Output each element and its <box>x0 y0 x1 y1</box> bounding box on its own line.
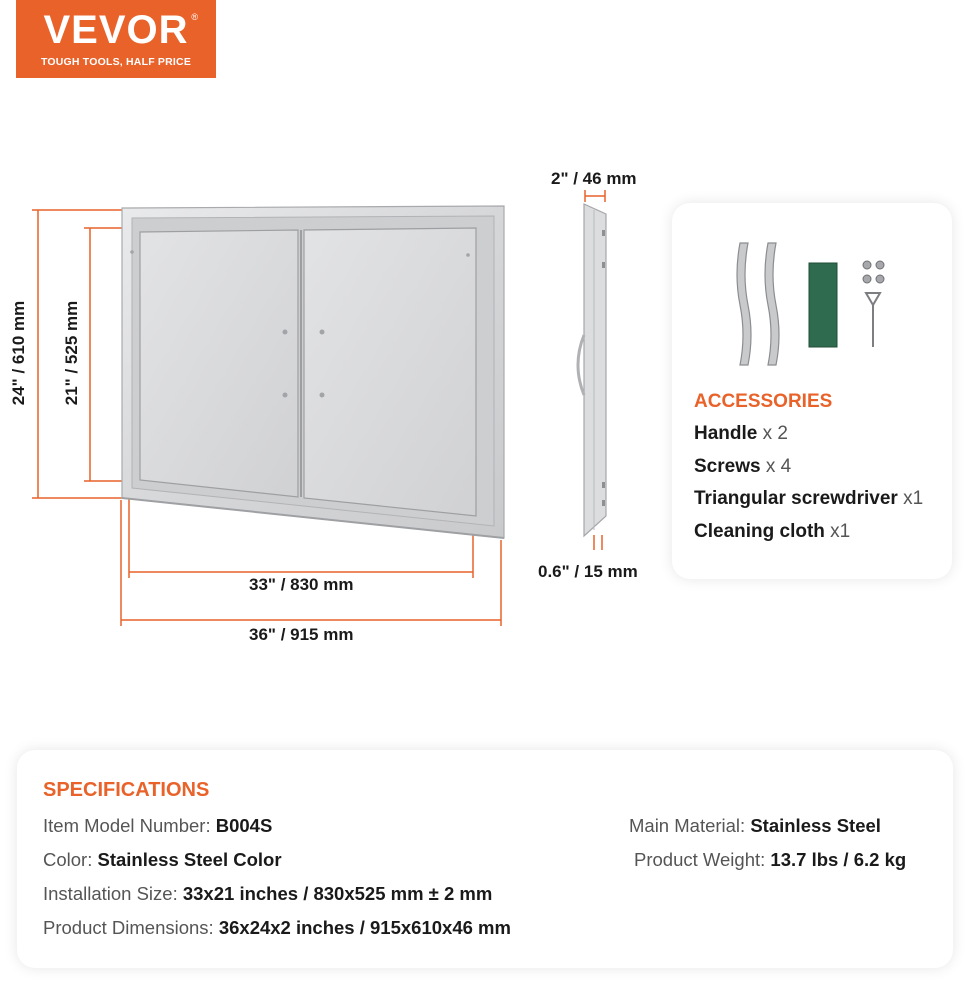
accessory-item: Triangular screwdriver x1 <box>694 488 924 509</box>
screwdriver-icon <box>866 293 880 347</box>
spec-color: Color: Stainless Steel Color <box>43 849 282 870</box>
screws-icon <box>863 261 884 283</box>
logo-brand: VEVOR <box>43 8 189 52</box>
cleaning-cloth-icon <box>809 263 837 347</box>
accessories-image <box>722 235 902 375</box>
spec-product-dimensions: Product Dimensions: 36x24x2 inches / 915x610x46 mm <box>43 917 511 938</box>
spec-main-material: Main Material: Stainless Steel <box>629 815 881 836</box>
spec-model: Item Model Number: B004S <box>43 815 273 836</box>
spec-installation-size: Installation Size: 33x21 inches / 830x525 mm ± 2 mm <box>43 883 493 904</box>
handle-icon <box>737 243 779 365</box>
accessories-card <box>672 203 952 579</box>
accessories-title: ACCESSORIES <box>694 391 833 412</box>
depth-label: 2" / 46 mm <box>551 169 637 188</box>
logo-registered-mark: ® <box>191 12 198 22</box>
accessory-item: Screws x 4 <box>694 456 792 477</box>
height-inner-label: 21" / 525 mm <box>62 300 81 406</box>
specifications-title: SPECIFICATIONS <box>43 779 210 801</box>
specifications-card <box>17 750 953 968</box>
width-inner-label: 33" / 830 mm <box>249 575 354 594</box>
accessory-item: Handle x 2 <box>694 423 788 444</box>
flange-label: 0.6" / 15 mm <box>538 562 638 581</box>
logo-tagline: TOUGH TOOLS, HALF PRICE <box>40 56 192 68</box>
width-outer-label: 36" / 915 mm <box>249 625 354 644</box>
height-outer-label: 24" / 610 mm <box>9 300 28 406</box>
vevor-logo <box>16 0 216 78</box>
door-side-view <box>560 190 620 550</box>
accessory-item: Cleaning cloth x1 <box>694 521 851 542</box>
spec-product-weight: Product Weight: 13.7 lbs / 6.2 kg <box>634 849 907 870</box>
